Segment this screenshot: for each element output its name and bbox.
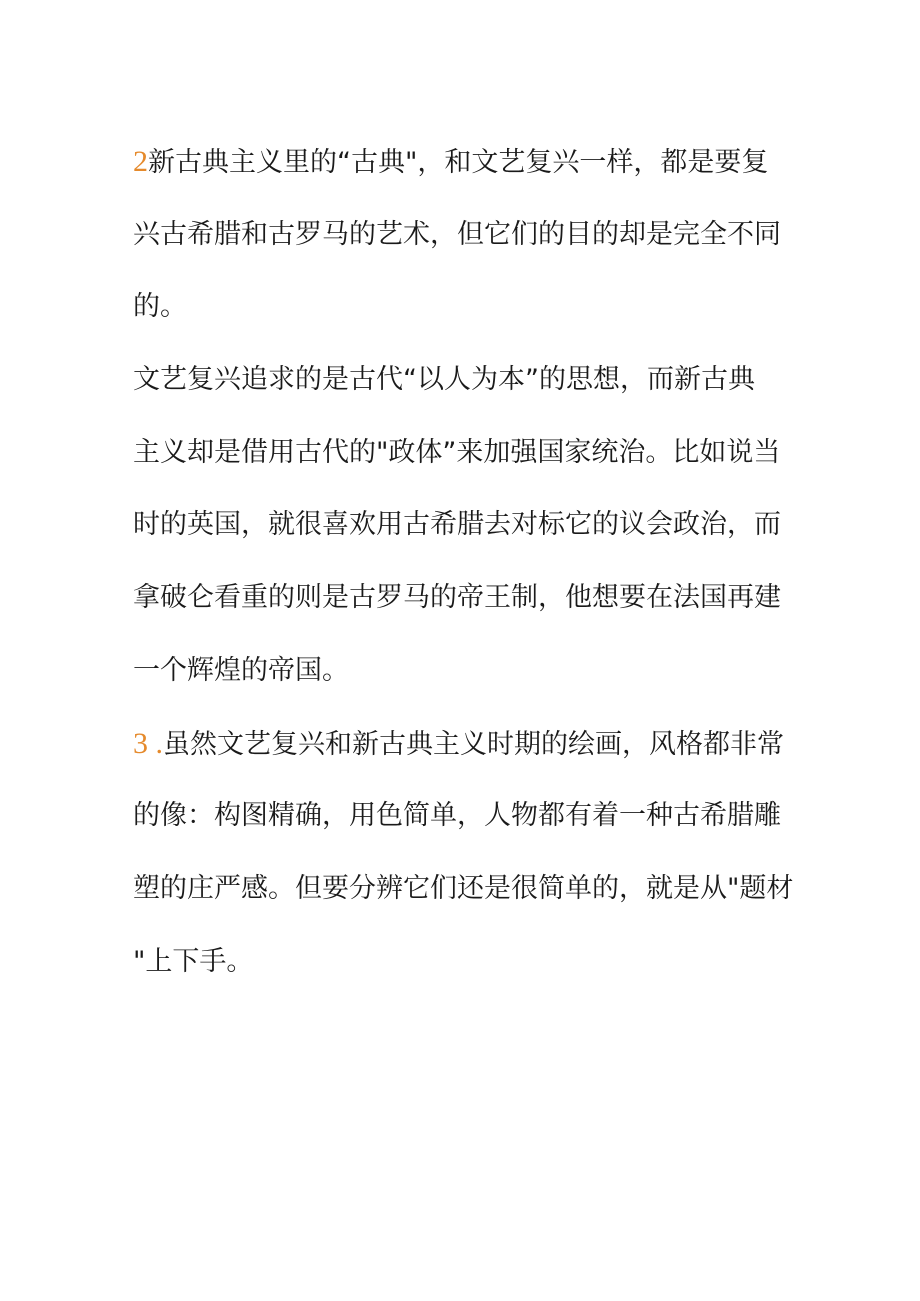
paragraph-3-line-3: 塑的庄严感。但要分辨它们还是很简单的，就是从"题材 — [133, 872, 794, 904]
paragraph-2-line-2: 主义却是借用古代的"政体”来加强国家统治。比如说当 — [133, 436, 781, 468]
paragraph-2-line-1: 文艺复兴追求的是古代“以人为本”的思想，而新古典 — [133, 364, 755, 396]
paragraph-2-line-3: 时的英国，就很喜欢用古希腊去对标它的议会政治，而 — [133, 509, 781, 541]
paragraph-3-line-2: 的像：构图精确，用色简单，人物都有着一种古希腊雕 — [133, 800, 781, 832]
paragraph-3-line-1 — [133, 708, 793, 781]
paragraph-1-line-1 — [133, 126, 793, 199]
paragraph-3 — [133, 708, 793, 999]
paragraph-1-line-3: 的。 — [133, 291, 187, 323]
paragraph-2-line-4: 拿破仑看重的则是古罗马的帝王制，他想要在法国再建 — [133, 582, 781, 614]
paragraph-2-line-5: 一个辉煌的帝国。 — [133, 654, 349, 686]
line-text: 新古典主义里的“古典"，和文艺复兴一样，都是要复 — [148, 147, 769, 178]
paragraph-number: 2 — [133, 145, 148, 178]
paragraph-1 — [133, 126, 793, 344]
paragraph-3-line-4: "上下手。 — [133, 945, 254, 977]
body-text — [133, 126, 793, 998]
paragraph-1-line-2: 兴古希腊和古罗马的艺术，但它们的目的却是完全不同 — [133, 218, 781, 250]
paragraph-2 — [133, 344, 793, 707]
line-text: 虽然文艺复兴和新古典主义时期的绘画，风格都非常 — [163, 728, 784, 760]
paragraph-number: 3 . — [133, 726, 163, 760]
